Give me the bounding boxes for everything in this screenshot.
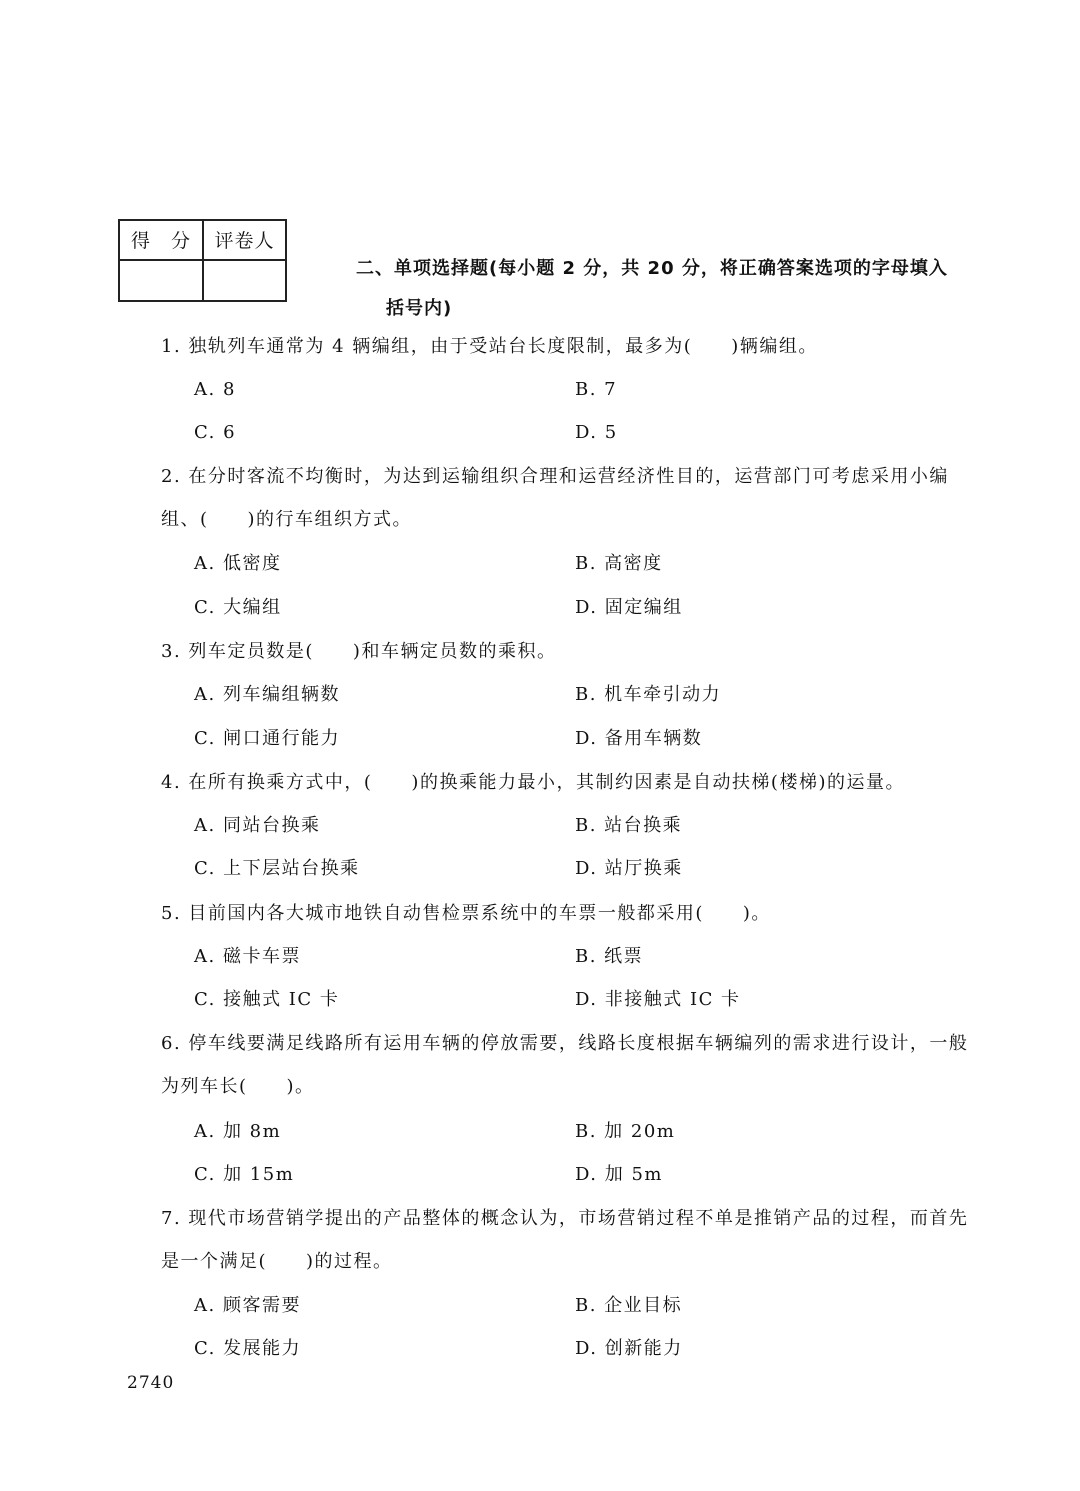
question-6 [118,1022,970,1108]
question-1 [118,325,970,368]
option-a[interactable]: A. 列车编组辆数 [194,684,340,705]
option-b[interactable]: B. 高密度 [575,553,663,574]
question-stem: 5. 目前国内各大城市地铁自动售检票系统中的车票一般都采用( )。 [161,903,771,924]
option-d[interactable]: D. 5 [575,422,618,443]
question-2 [118,455,970,541]
option-d[interactable]: D. 非接触式 IC 卡 [575,989,741,1010]
grader-field[interactable] [204,261,285,300]
option-c[interactable]: C. 接触式 IC 卡 [194,989,340,1010]
option-a[interactable]: A. 低密度 [194,553,282,574]
grader-label: 评卷人 [204,221,285,261]
question-stem: 4. 在所有换乘方式中，( )的换乘能力最小，其制约因素是自动扶梯(楼梯)的运量。 [161,772,905,793]
option-d[interactable]: D. 创新能力 [575,1338,683,1359]
question-stem: 1. 独轨列车通常为 4 辆编组，由于受站台长度限制，最多为( )辆编组。 [161,336,818,357]
option-d[interactable]: D. 固定编组 [575,597,683,618]
option-b[interactable]: B. 企业目标 [575,1295,683,1316]
question-stem: 6. 停车线要满足线路所有运用车辆的停放需要，线路长度根据车辆编列的需求进行设计，一般为列车长( )。 [161,1033,969,1097]
score-label: 得 分 [120,221,204,261]
option-c[interactable]: C. 大编组 [194,597,282,618]
option-c[interactable]: C. 加 15m [194,1164,295,1185]
page-number: 2740 [127,1373,175,1393]
question-7 [118,1197,970,1283]
option-c[interactable]: C. 闸口通行能力 [194,728,341,749]
section-title-line2: 括号内) [386,298,453,319]
question-stem: 3. 列车定员数是( )和车辆定员数的乘积。 [161,641,557,662]
question-4 [118,761,970,804]
option-b[interactable]: B. 纸票 [575,946,644,967]
question-5 [118,892,970,935]
section-title [356,249,976,329]
option-b[interactable]: B. 站台换乘 [575,815,683,836]
question-stem: 7. 现代市场营销学提出的产品整体的概念认为，市场营销过程不单是推销产品的过程，而首先是一个满足( )的过程。 [161,1208,969,1272]
option-c[interactable]: C. 上下层站台换乘 [194,858,360,879]
option-c[interactable]: C. 发展能力 [194,1338,302,1359]
score-table [118,219,287,302]
question-stem: 2. 在分时客流不均衡时，为达到运输组织合理和运营经济性目的，运营部门可考虑采用小编组、( )的行车组织方式。 [161,466,949,530]
option-d[interactable]: D. 站厅换乘 [575,858,683,879]
option-d[interactable]: D. 备用车辆数 [575,728,703,749]
option-d[interactable]: D. 加 5m [575,1164,663,1185]
option-b[interactable]: B. 加 20m [575,1121,676,1142]
option-c[interactable]: C. 6 [194,422,237,443]
option-b[interactable]: B. 机车牵引动力 [575,684,722,705]
section-title-line1: 二、单项选择题(每小题 2 分，共 20 分，将正确答案选项的字母填入 [356,258,948,279]
score-field[interactable] [120,261,204,300]
option-a[interactable]: A. 加 8m [194,1121,282,1142]
option-a[interactable]: A. 磁卡车票 [194,946,301,967]
option-a[interactable]: A. 8 [194,379,236,400]
option-b[interactable]: B. 7 [575,379,618,400]
option-a[interactable]: A. 同站台换乘 [194,815,321,836]
question-3 [118,630,970,673]
option-a[interactable]: A. 顾客需要 [194,1295,301,1316]
